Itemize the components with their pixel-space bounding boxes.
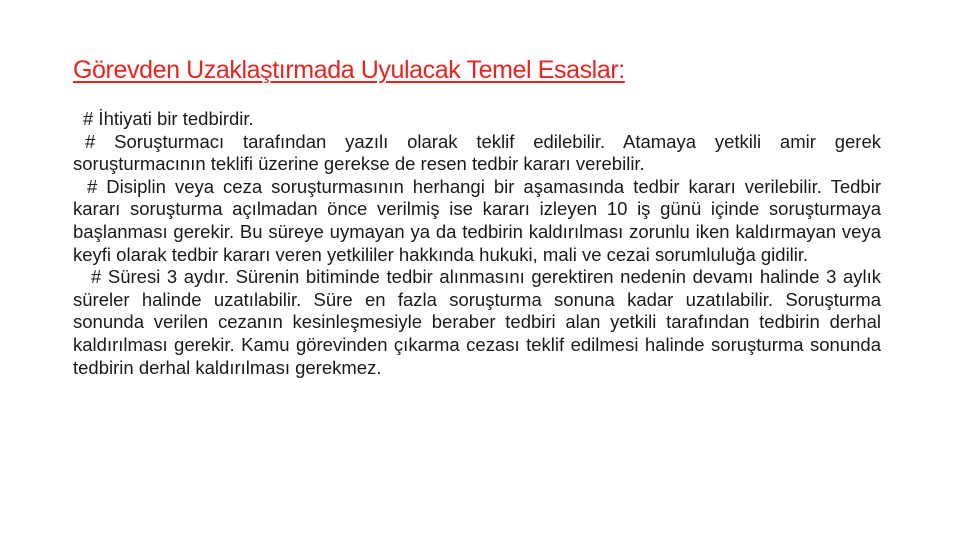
paragraph-decision-at-any-stage: # Disiplin veya ceza soruşturmasının herhangi bir aşamasında tedbir kararı verilebilir. Tedbir kararı soruşturma açılmadan önce verilmiş ise kararı izleyen 10 iş günü içinde soruşturmaya başlanması gerekir. Bu süreye uymayan ya da tedbirin kaldırılması zorunlu iken kaldırmayan veya keyfi olarak tedbir kararı veren yetkililer hakkında hukuki, mali ve cezai sorumluluğa gidilir. bbox=[73, 175, 881, 265]
slide-body bbox=[73, 108, 881, 379]
paragraph-duration: # Süresi 3 aydır. Sürenin bitiminde tedbir alınmasını gerektiren nedenin devamı halinde 3 aylık süreler halinde uzatılabilir. Süre en fazla soruşturma sonuna kadar uzatılabilir. Soruşturma sonunda verilen cezanın kesinleşmesiyle beraber tedbiri alan yetkili tarafından tedbirin derhal kaldırılması gerekir. Kamu görevinden çıkarma cezası teklif edilmesi halinde soruşturma sonunda tedbirin derhal kaldırılması gerekmez. bbox=[73, 266, 881, 378]
paragraph-proposal-by-investigator: # Soruşturmacı tarafından yazılı olarak teklif edilebilir. Atamaya yetkili amir gerek soruşturmacının teklifi üzerine gerekse de resen tedbir kararı verebilir. bbox=[73, 130, 881, 175]
slide-title: Görevden Uzaklaştırmada Uyulacak Temel Esaslar: bbox=[73, 56, 625, 84]
paragraph-precautionary-measure: # İhtiyati bir tedbirdir. bbox=[83, 108, 254, 129]
